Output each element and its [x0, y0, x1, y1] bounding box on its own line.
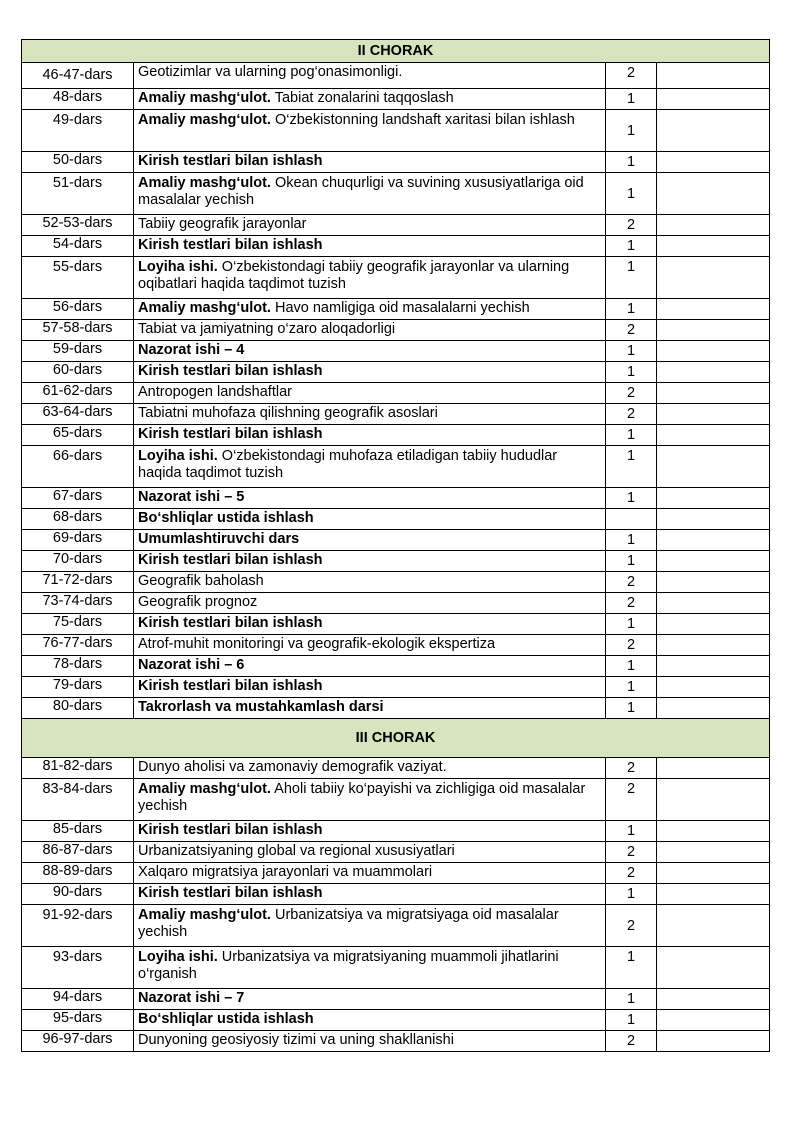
- table-row: [22, 572, 770, 593]
- notes-cell: [657, 173, 770, 215]
- notes-cell: [657, 530, 770, 551]
- table-row: [22, 698, 770, 719]
- table-row: [22, 677, 770, 698]
- lesson-number: 88-89-dars: [22, 863, 134, 884]
- table-row: [22, 635, 770, 656]
- lesson-number: 51-dars: [22, 173, 134, 215]
- lesson-number: 78-dars: [22, 656, 134, 677]
- notes-cell: [657, 341, 770, 362]
- lesson-hours: 1: [606, 821, 657, 842]
- lesson-topic: [134, 1010, 606, 1031]
- lesson-type-label: Kirish testlari bilan ishlash: [138, 822, 323, 838]
- lesson-hours: 1: [606, 947, 657, 989]
- lesson-type-label: Nazorat ishi – 4: [138, 342, 245, 358]
- notes-cell: [657, 257, 770, 299]
- table-row: [22, 1031, 770, 1052]
- lesson-type-label: Nazorat ishi – 7: [138, 990, 245, 1006]
- lesson-topic: [134, 593, 606, 614]
- lesson-hours: 1: [606, 884, 657, 905]
- lesson-number: 59-dars: [22, 341, 134, 362]
- table-row: [22, 614, 770, 635]
- lesson-hours: 2: [606, 863, 657, 884]
- lesson-topic: [134, 257, 606, 299]
- table-row: [22, 905, 770, 947]
- lesson-hours: 2: [606, 842, 657, 863]
- lesson-hours: 1: [606, 698, 657, 719]
- lesson-topic: [134, 509, 606, 530]
- lesson-number: 81-82-dars: [22, 758, 134, 779]
- lesson-hours: 2: [606, 215, 657, 236]
- table-row: [22, 383, 770, 404]
- lesson-number: 49-dars: [22, 110, 134, 152]
- lesson-type-label: Kirish testlari bilan ishlash: [138, 678, 323, 694]
- lesson-topic: [134, 572, 606, 593]
- lesson-topic: [134, 320, 606, 341]
- lesson-type-label: Kirish testlari bilan ishlash: [138, 426, 323, 442]
- lesson-hours: 2: [606, 404, 657, 425]
- lesson-plan-table: [21, 39, 770, 1052]
- lesson-topic: [134, 1031, 606, 1052]
- table-row: [22, 236, 770, 257]
- lesson-type-label: Kirish testlari bilan ishlash: [138, 615, 323, 631]
- lesson-title: Tabiiy geografik jarayonlar: [138, 216, 307, 232]
- table-row: [22, 989, 770, 1010]
- lesson-title: O‘zbekistondagi tabiiy geografik jarayonlar va ularning oqibatlari haqida taqdimot tuzish: [138, 259, 574, 292]
- lesson-title: Okean chuqurligi va suvining xususiyatlariga oid masalalar yechish: [138, 175, 588, 208]
- section-header-row: [22, 719, 770, 758]
- notes-cell: [657, 842, 770, 863]
- lesson-hours: 2: [606, 63, 657, 89]
- notes-cell: [657, 656, 770, 677]
- lesson-type-label: Bo‘shliqlar ustida ishlash: [138, 510, 314, 526]
- lesson-number: 96-97-dars: [22, 1031, 134, 1052]
- lesson-title: Tabiatni muhofaza qilishning geografik asoslari: [138, 405, 438, 421]
- lesson-hours: 1: [606, 425, 657, 446]
- section-header-row: [22, 40, 770, 63]
- lesson-type-label: Loyiha ishi.: [138, 949, 218, 965]
- lesson-title: Aholi tabiiy ko‘payishi va zichligiga oid masalalar yechish: [138, 781, 590, 814]
- lesson-hours: 2: [606, 1031, 657, 1052]
- notes-cell: [657, 110, 770, 152]
- lesson-topic: [134, 635, 606, 656]
- lesson-hours: 1: [606, 152, 657, 173]
- lesson-title: Atrof-muhit monitoringi va geografik-ekologik ekspertiza: [138, 636, 496, 652]
- lesson-number: 86-87-dars: [22, 842, 134, 863]
- lesson-title: Dunyo aholisi va zamonaviy demografik vaziyat.: [138, 759, 447, 775]
- notes-cell: [657, 905, 770, 947]
- notes-cell: [657, 383, 770, 404]
- lesson-number: 57-58-dars: [22, 320, 134, 341]
- lesson-topic: [134, 383, 606, 404]
- lesson-title: Antropogen landshaftlar: [138, 384, 292, 400]
- lesson-topic: [134, 821, 606, 842]
- lesson-number: 55-dars: [22, 257, 134, 299]
- table-row: [22, 821, 770, 842]
- lesson-number: 66-dars: [22, 446, 134, 488]
- lesson-topic: [134, 236, 606, 257]
- lesson-type-label: Kirish testlari bilan ishlash: [138, 153, 323, 169]
- lesson-topic: [134, 404, 606, 425]
- lesson-title: Geotizimlar va ularning pog‘onasimonligi.: [138, 64, 403, 80]
- lesson-hours: 1: [606, 362, 657, 383]
- table-row: [22, 404, 770, 425]
- table-row: [22, 509, 770, 530]
- lesson-number: 52-53-dars: [22, 215, 134, 236]
- notes-cell: [657, 698, 770, 719]
- table-row: [22, 530, 770, 551]
- lesson-number: 79-dars: [22, 677, 134, 698]
- lesson-hours: 1: [606, 551, 657, 572]
- lesson-number: 60-dars: [22, 362, 134, 383]
- lesson-hours: 2: [606, 320, 657, 341]
- lesson-type-label: Nazorat ishi – 6: [138, 657, 245, 673]
- notes-cell: [657, 446, 770, 488]
- notes-cell: [657, 572, 770, 593]
- lesson-topic: [134, 215, 606, 236]
- lesson-number: 76-77-dars: [22, 635, 134, 656]
- lesson-type-label: Takrorlash va mustahkamlash darsi: [138, 699, 384, 715]
- lesson-hours: 1: [606, 656, 657, 677]
- lesson-number: 50-dars: [22, 152, 134, 173]
- lesson-number: 63-64-dars: [22, 404, 134, 425]
- lesson-hours: [606, 509, 657, 530]
- section-title: II CHORAK: [22, 40, 770, 63]
- notes-cell: [657, 152, 770, 173]
- notes-cell: [657, 362, 770, 383]
- lesson-topic: [134, 173, 606, 215]
- lesson-topic: [134, 89, 606, 110]
- table-row: [22, 863, 770, 884]
- lesson-topic: [134, 989, 606, 1010]
- table-row: [22, 488, 770, 509]
- notes-cell: [657, 677, 770, 698]
- lesson-type-label: Amaliy mashg‘ulot.: [138, 907, 271, 923]
- lesson-topic: [134, 656, 606, 677]
- lesson-number: 71-72-dars: [22, 572, 134, 593]
- lesson-number: 70-dars: [22, 551, 134, 572]
- lesson-topic: [134, 341, 606, 362]
- lesson-type-label: Kirish testlari bilan ishlash: [138, 885, 323, 901]
- lesson-type-label: Kirish testlari bilan ishlash: [138, 552, 323, 568]
- lesson-hours: 2: [606, 905, 657, 947]
- lesson-title: Geografik prognoz: [138, 594, 258, 610]
- lesson-topic: [134, 698, 606, 719]
- lesson-hours: 1: [606, 614, 657, 635]
- lesson-type-label: Amaliy mashg‘ulot.: [138, 112, 271, 128]
- notes-cell: [657, 63, 770, 89]
- lesson-hours: 2: [606, 758, 657, 779]
- lesson-title: Tabiat va jamiyatning o‘zaro aloqadorligi: [138, 321, 396, 337]
- table-row: [22, 551, 770, 572]
- lesson-hours: 2: [606, 572, 657, 593]
- lesson-hours: 1: [606, 488, 657, 509]
- lesson-topic: [134, 677, 606, 698]
- lesson-number: 80-dars: [22, 698, 134, 719]
- lesson-topic: [134, 947, 606, 989]
- lesson-topic: [134, 779, 606, 821]
- notes-cell: [657, 758, 770, 779]
- lesson-number: 48-dars: [22, 89, 134, 110]
- table-row: [22, 63, 770, 89]
- lesson-hours: 2: [606, 593, 657, 614]
- lesson-title: O‘zbekistonning landshaft xaritasi bilan ishlash: [270, 112, 575, 128]
- lesson-title: O‘zbekistondagi muhofaza etiladigan tabiiy hududlar haqida taqdimot tuzish: [138, 448, 562, 481]
- lesson-hours: 1: [606, 1010, 657, 1031]
- notes-cell: [657, 947, 770, 989]
- lesson-topic: [134, 530, 606, 551]
- lesson-hours: 1: [606, 989, 657, 1010]
- notes-cell: [657, 236, 770, 257]
- lesson-type-label: Loyiha ishi.: [138, 448, 218, 464]
- lesson-topic: [134, 884, 606, 905]
- lesson-topic: [134, 842, 606, 863]
- lesson-title: Xalqaro migratsiya jarayonlari va muammolari: [138, 864, 433, 880]
- notes-cell: [657, 821, 770, 842]
- lesson-type-label: Nazorat ishi – 5: [138, 489, 245, 505]
- lesson-hours: 1: [606, 89, 657, 110]
- lesson-topic: [134, 905, 606, 947]
- table-row: [22, 362, 770, 383]
- table-row: [22, 320, 770, 341]
- lesson-topic: [134, 446, 606, 488]
- lesson-type-label: Kirish testlari bilan ishlash: [138, 363, 323, 379]
- table-row: [22, 152, 770, 173]
- lesson-title: Tabiat zonalarini taqqoslash: [270, 90, 454, 106]
- lesson-hours: 2: [606, 383, 657, 404]
- lesson-number: 69-dars: [22, 530, 134, 551]
- lesson-type-label: Umumlashtiruvchi dars: [138, 531, 300, 547]
- notes-cell: [657, 404, 770, 425]
- table-row: [22, 842, 770, 863]
- table-row: [22, 656, 770, 677]
- lesson-plan-body: [22, 40, 770, 1052]
- table-row: [22, 299, 770, 320]
- notes-cell: [657, 425, 770, 446]
- notes-cell: [657, 635, 770, 656]
- notes-cell: [657, 89, 770, 110]
- lesson-hours: 2: [606, 779, 657, 821]
- lesson-title: Havo namligiga oid masalalarni yechish: [270, 300, 530, 316]
- notes-cell: [657, 215, 770, 236]
- notes-cell: [657, 299, 770, 320]
- lesson-topic: [134, 488, 606, 509]
- lesson-number: 56-dars: [22, 299, 134, 320]
- lesson-title: Geografik baholash: [138, 573, 264, 589]
- lesson-title: Urbanizatsiyaning global va regional xususiyatlari: [138, 843, 455, 859]
- table-row: [22, 341, 770, 362]
- lesson-topic: [134, 152, 606, 173]
- lesson-type-label: Amaliy mashg‘ulot.: [138, 300, 271, 316]
- notes-cell: [657, 614, 770, 635]
- lesson-topic: [134, 758, 606, 779]
- lesson-hours: 1: [606, 173, 657, 215]
- lesson-hours: 1: [606, 530, 657, 551]
- lesson-number: 94-dars: [22, 989, 134, 1010]
- table-row: [22, 257, 770, 299]
- table-row: [22, 1010, 770, 1031]
- table-row: [22, 173, 770, 215]
- lesson-number: 73-74-dars: [22, 593, 134, 614]
- notes-cell: [657, 320, 770, 341]
- notes-cell: [657, 863, 770, 884]
- lesson-topic: [134, 63, 606, 89]
- notes-cell: [657, 509, 770, 530]
- lesson-number: 67-dars: [22, 488, 134, 509]
- lesson-type-label: Amaliy mashg‘ulot.: [138, 175, 271, 191]
- notes-cell: [657, 884, 770, 905]
- lesson-number: 65-dars: [22, 425, 134, 446]
- lesson-number: 93-dars: [22, 947, 134, 989]
- notes-cell: [657, 551, 770, 572]
- lesson-hours: 1: [606, 446, 657, 488]
- lesson-number: 85-dars: [22, 821, 134, 842]
- notes-cell: [657, 1031, 770, 1052]
- lesson-hours: 1: [606, 236, 657, 257]
- lesson-number: 83-84-dars: [22, 779, 134, 821]
- lesson-hours: 1: [606, 677, 657, 698]
- lesson-hours: 1: [606, 110, 657, 152]
- lesson-topic: [134, 863, 606, 884]
- table-row: [22, 593, 770, 614]
- lesson-number: 91-92-dars: [22, 905, 134, 947]
- lesson-number: 75-dars: [22, 614, 134, 635]
- notes-cell: [657, 488, 770, 509]
- lesson-hours: 1: [606, 299, 657, 320]
- table-row: [22, 947, 770, 989]
- lesson-type-label: Bo‘shliqlar ustida ishlash: [138, 1011, 314, 1027]
- lesson-number: 61-62-dars: [22, 383, 134, 404]
- lesson-topic: [134, 551, 606, 572]
- notes-cell: [657, 593, 770, 614]
- lesson-title: Dunyoning geosiyosiy tizimi va uning shakllanishi: [138, 1032, 454, 1048]
- table-row: [22, 89, 770, 110]
- lesson-type-label: Kirish testlari bilan ishlash: [138, 237, 323, 253]
- lesson-type-label: Loyiha ishi.: [138, 259, 218, 275]
- lesson-number: 90-dars: [22, 884, 134, 905]
- table-row: [22, 884, 770, 905]
- table-row: [22, 758, 770, 779]
- lesson-number: 95-dars: [22, 1010, 134, 1031]
- lesson-hours: 1: [606, 341, 657, 362]
- table-row: [22, 446, 770, 488]
- lesson-topic: [134, 614, 606, 635]
- lesson-title: Urbanizatsiya va migratsiyaga oid masalalar yechish: [138, 907, 563, 940]
- lesson-hours: 1: [606, 257, 657, 299]
- table-row: [22, 779, 770, 821]
- lesson-topic: [134, 110, 606, 152]
- lesson-type-label: Amaliy mashg‘ulot.: [138, 781, 271, 797]
- lesson-title: Urbanizatsiya va migratsiyaning muammoli jihatlarini o‘rganish: [138, 949, 563, 982]
- lesson-number: 46-47-dars: [22, 63, 134, 89]
- table-row: [22, 215, 770, 236]
- section-title: III CHORAK: [22, 719, 770, 758]
- table-row: [22, 110, 770, 152]
- notes-cell: [657, 989, 770, 1010]
- notes-cell: [657, 1010, 770, 1031]
- lesson-type-label: Amaliy mashg‘ulot.: [138, 90, 271, 106]
- lesson-number: 68-dars: [22, 509, 134, 530]
- lesson-number: 54-dars: [22, 236, 134, 257]
- lesson-topic: [134, 362, 606, 383]
- notes-cell: [657, 779, 770, 821]
- lesson-topic: [134, 425, 606, 446]
- lesson-hours: 2: [606, 635, 657, 656]
- table-row: [22, 425, 770, 446]
- lesson-topic: [134, 299, 606, 320]
